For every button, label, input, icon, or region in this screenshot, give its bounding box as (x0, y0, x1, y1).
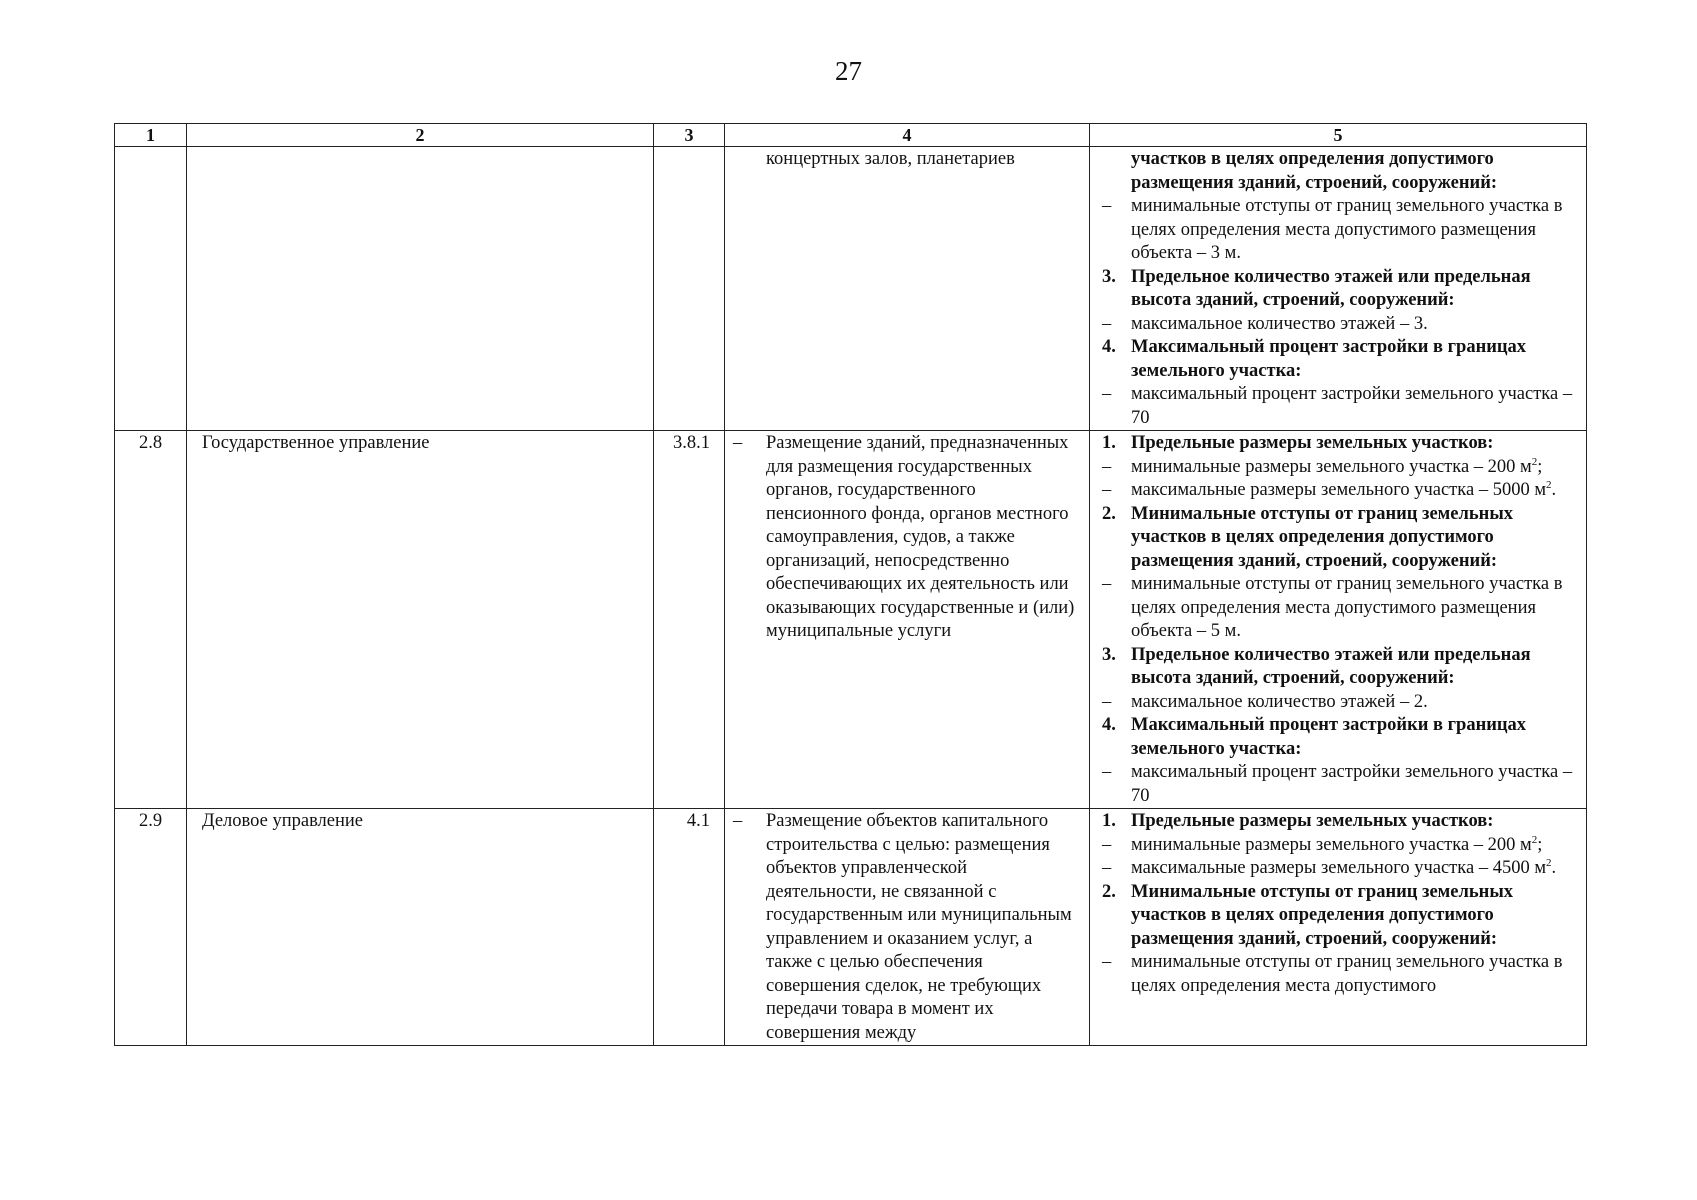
parameter-item (1102, 195, 1574, 266)
parameter-marker: – (1102, 574, 1112, 594)
parameter-item (1102, 644, 1574, 691)
parameter-text-wrap (1131, 432, 1574, 456)
parameter-text: Предельные размеры земельных участков: (1131, 433, 1494, 453)
unit-superscript: 2 (1531, 455, 1538, 468)
parameter-item (1102, 148, 1574, 195)
parameter-marker: 3. (1102, 644, 1116, 665)
parameter-item (1102, 383, 1574, 430)
parameter-text: максимальные размеры земельного участка – 5000 м (1131, 480, 1547, 500)
parameter-text-wrap (1131, 479, 1574, 503)
parameter-text: минимальные размеры земельного участка – 200 м (1131, 834, 1532, 855)
parameter-item (1102, 313, 1574, 337)
parameter-text-wrap (1131, 383, 1574, 430)
parameter-text: минимальные отступы от границ земельного участка в целях определения места допустимого (1131, 952, 1563, 996)
row-number: 2.9 (115, 809, 187, 1046)
parameter-item (1102, 432, 1574, 456)
parameter-text-wrap (1131, 857, 1574, 881)
parameter-text-wrap (1131, 313, 1574, 337)
list-bullet: – (733, 811, 743, 831)
page-number: 27 (835, 56, 862, 86)
parameter-text: Предельное количество этажей или предельная высота зданий, строений, сооружений: (1131, 644, 1531, 688)
zoning-regulations-table (114, 123, 1587, 1046)
list-bullet (733, 148, 766, 172)
table-row (115, 147, 1587, 431)
parameter-text-wrap (1131, 336, 1574, 383)
land-use-name: Государственное управление (187, 431, 654, 809)
parameter-item (1102, 503, 1574, 574)
parameter-item (1102, 714, 1574, 761)
parameters-cell (1090, 147, 1587, 431)
parameter-text: Предельное количество этажей или предельная высота зданий, строений, сооружений: (1131, 266, 1531, 310)
parameter-item (1102, 857, 1574, 881)
parameter-text-wrap (1131, 644, 1574, 691)
parameter-item (1102, 479, 1574, 503)
parameter-marker: – (1102, 858, 1112, 878)
parameter-marker: – (1102, 480, 1112, 500)
parameter-text-wrap (1131, 714, 1574, 761)
parameters-cell (1090, 809, 1587, 1046)
parameter-text-wrap (1131, 810, 1574, 834)
land-use-name: Деловое управление (187, 809, 654, 1046)
parameter-punctuation: . (1551, 480, 1557, 500)
parameter-text: максимальное количество этажей – 3. (1131, 313, 1428, 334)
parameter-text: минимальные отступы от границ земельного участка в целях определения места допустимого размещения объекта – 3 м. (1131, 196, 1563, 263)
parameter-marker: 2. (1102, 503, 1116, 524)
parameter-text-wrap (1131, 573, 1574, 644)
parameter-marker: – (1102, 384, 1112, 404)
use-description (725, 809, 1090, 1046)
parameter-text: максимальное количество этажей – 2. (1131, 691, 1428, 712)
parameter-marker: 4. (1102, 337, 1116, 357)
unit-superscript: 2 (1546, 479, 1552, 491)
parameter-text-wrap (1131, 691, 1574, 715)
parameter-text-wrap (1131, 951, 1574, 998)
table-row (115, 809, 1587, 1046)
use-description (725, 431, 1090, 809)
description-text: концертных залов, планетариев (766, 149, 1015, 169)
parameter-item (1102, 810, 1574, 834)
parameter-text-wrap (1131, 148, 1574, 195)
parameter-text-wrap (1131, 456, 1574, 480)
land-use-name (187, 147, 654, 431)
list-bullet: – (733, 433, 743, 453)
col-header-3: 3 (654, 124, 725, 147)
parameter-marker: – (1102, 834, 1112, 855)
classifier-code: 3.8.1 (654, 431, 725, 809)
parameter-text: максимальные размеры земельного участка – 4500 м (1131, 858, 1547, 878)
unit-superscript: 2 (1546, 857, 1552, 869)
parameter-marker: – (1102, 313, 1112, 334)
col-header-2: 2 (187, 124, 654, 147)
parameter-item (1102, 834, 1574, 858)
use-description (725, 147, 1090, 431)
parameter-marker: 4. (1102, 715, 1116, 735)
parameter-marker: 2. (1102, 881, 1116, 902)
parameter-text: минимальные отступы от границ земельного участка в целях определения места допустимого размещения объекта – 5 м. (1131, 574, 1563, 641)
parameter-text-wrap (1131, 503, 1574, 574)
parameter-text-wrap (1131, 761, 1574, 808)
parameter-text: максимальный процент застройки земельного участка – 70 (1131, 384, 1573, 428)
parameter-item (1102, 951, 1574, 998)
row-number (115, 147, 187, 431)
parameter-text-wrap (1131, 834, 1574, 858)
parameter-marker: 1. (1102, 433, 1116, 453)
parameters-cell (1090, 431, 1587, 809)
parameter-text-wrap (1131, 266, 1574, 313)
parameter-text: Максимальный процент застройки в границах земельного участка: (1131, 337, 1527, 381)
col-header-5: 5 (1090, 124, 1587, 147)
parameter-punctuation: ; (1537, 834, 1543, 855)
parameter-marker: – (1102, 456, 1112, 477)
parameter-text: минимальные размеры земельного участка – 200 м (1131, 456, 1532, 477)
description-text: Размещение зданий, предназначенных для размещения государственных органов, государственного пенсионного фонда, органов местного самоуправления, судов, а также организаций, непосредственно обеспечивающих их деятельность или оказывающих государственные и (или) муниципальные услуги (766, 433, 1075, 641)
parameter-punctuation: ; (1537, 456, 1543, 477)
parameter-text: Максимальный процент застройки в границах земельного участка: (1131, 715, 1527, 759)
parameter-marker: – (1102, 952, 1112, 972)
col-header-1: 1 (115, 124, 187, 147)
parameter-marker: – (1102, 691, 1112, 712)
parameter-punctuation: . (1551, 858, 1557, 878)
parameter-marker: 1. (1102, 811, 1116, 831)
parameter-text: участков в целях определения допустимого размещения зданий, строений, сооружений: (1131, 149, 1498, 193)
parameter-marker: 3. (1102, 266, 1116, 287)
parameter-item (1102, 761, 1574, 808)
parameter-text: Минимальные отступы от границ земельных участков в целях определения допустимого размещения зданий, строений, сооружений: (1131, 881, 1514, 949)
parameter-marker (1102, 148, 1131, 195)
parameter-item (1102, 691, 1574, 715)
parameter-item (1102, 336, 1574, 383)
description-text: Размещение объектов капитального строительства с целью: размещения объектов управленческой деятельности, не связанной с государственным или муниципальным управлением и оказанием услуг, а также с целью обеспечения совершения сделок, не требующих передачи товара в момент их совершения между (766, 811, 1072, 1043)
parameter-text-wrap (1131, 195, 1574, 266)
header-row (115, 124, 1587, 147)
parameter-item (1102, 456, 1574, 480)
table-row (115, 431, 1587, 809)
classifier-code: 4.1 (654, 809, 725, 1046)
parameter-item (1102, 881, 1574, 952)
parameter-marker: – (1102, 762, 1112, 782)
parameter-text-wrap (1131, 881, 1574, 952)
parameter-item (1102, 573, 1574, 644)
parameter-text: Предельные размеры земельных участков: (1131, 811, 1494, 831)
classifier-code (654, 147, 725, 431)
row-number: 2.8 (115, 431, 187, 809)
parameter-item (1102, 266, 1574, 313)
col-header-4: 4 (725, 124, 1090, 147)
unit-superscript: 2 (1531, 833, 1538, 846)
parameter-marker: – (1102, 196, 1112, 216)
parameter-text: максимальный процент застройки земельного участка – 70 (1131, 762, 1573, 806)
parameter-text: Минимальные отступы от границ земельных участков в целях определения допустимого размещения зданий, строений, сооружений: (1131, 503, 1514, 571)
